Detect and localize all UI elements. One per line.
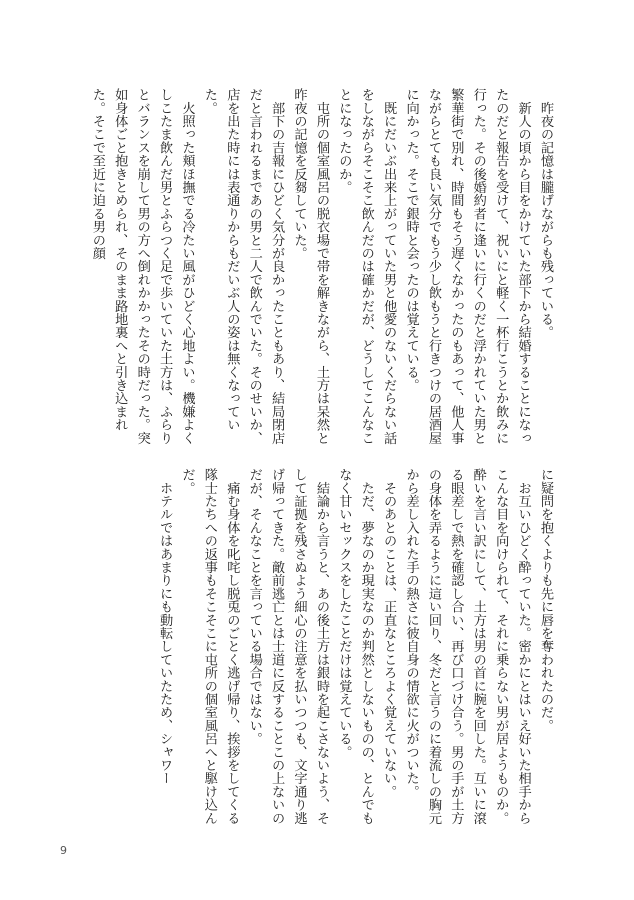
paragraph: ただ、夢なのか現実なのか判然としないものの、とんでもなく甘いセックスをしたことだけは覚えている。 bbox=[336, 468, 374, 825]
paragraph: 既にだいぶ出来上がっていた男と他愛のないくだらない話をしながらそこそこ飲んだのは確かだが、どうしてこんなことになったのか。 bbox=[336, 88, 397, 445]
paragraph: 結論から言うと、あの後土方は銀時を起こさないよう、そして証拠を残さぬよう細心の注意を払いつつも、文字通り逃げ帰ってきた。敵前逃亡とは士道に反することこの上ないのだが、そんなことを言っている場合ではない。 bbox=[246, 468, 329, 825]
paragraph: ホテルではあまりにも動転していたため、シャワー bbox=[157, 468, 173, 785]
paragraph: そのあとのことは、正直なところよく覚えていない。 bbox=[381, 468, 397, 798]
paragraph: お互いひどく酔っていた。密かにとはいえ好いた相手からこんな目を向けられて、それに乗らない男が居ようものか。酔いを言い訳にして、土方は男の首に腕を回した。互いに滾る眼差しで熱を確認し合い、再び口づけ合う。男の手が土方の身体を弄るように這い回り、冬だと言うのに着流しの胸元から差し入れた手の熱さに彼自身の情欲に火がついた。 bbox=[403, 468, 531, 825]
paragraph: に疑問を抱くよりも先に唇を奪われたのだ。 bbox=[538, 468, 553, 732]
paragraph: 昨夜の記憶は朧げながらも残っている。 bbox=[538, 88, 553, 339]
paragraph: 新人の頃から目をかけていた部下から結婚することになったのだと報告を受けて、祝いにと軽く一杯行こうとか飲みに行った。その後婚約者に逢いに行くのだと浮かれていた男と繁華街で別れ、時間もそう遅くなかったのもあって、他人事ながらとても良い気分でもう少し飲もうと行きつけの居酒屋に向かった。そこで銀時と会ったのは覚えている。 bbox=[403, 88, 531, 445]
paragraph: 火照った頬ほ撫でる冷たい風がひどく心地よい。機嫌よくしこたま飲んだ男とふらつく足で歩いていた土方は、ふらりとバランスを崩して男の方へ倒れかかったその時だった。突如身体ごと抱きとめられ、そのまま路地裏へと引き込まれた。そこで至近に迫る男の顔 bbox=[89, 88, 195, 445]
top-text-block bbox=[70, 88, 556, 447]
bottom-text-block bbox=[70, 468, 556, 828]
page-number: 9 bbox=[60, 844, 67, 857]
paragraph: 部下の吉報にひどく気分が良かったこともあり、結局閉店だと言われるまであの男と二人で飲んでいた。そのせいか、店を出た時には表通りからもだいぶ人の姿は無くなっていた。 bbox=[201, 88, 285, 445]
paragraph: 痛む身体を叱咤し脱兎のごとく逃げ帰り、挨拶をしてくる隊士たちへの返事もそこそこに屯所の個室風呂へと駆け込んだ。 bbox=[179, 468, 240, 825]
paragraph: 屯所の個室風呂の脱衣場で帯を解きながら、土方は呆然と昨夜の記憶を反芻していた。 bbox=[291, 88, 329, 445]
